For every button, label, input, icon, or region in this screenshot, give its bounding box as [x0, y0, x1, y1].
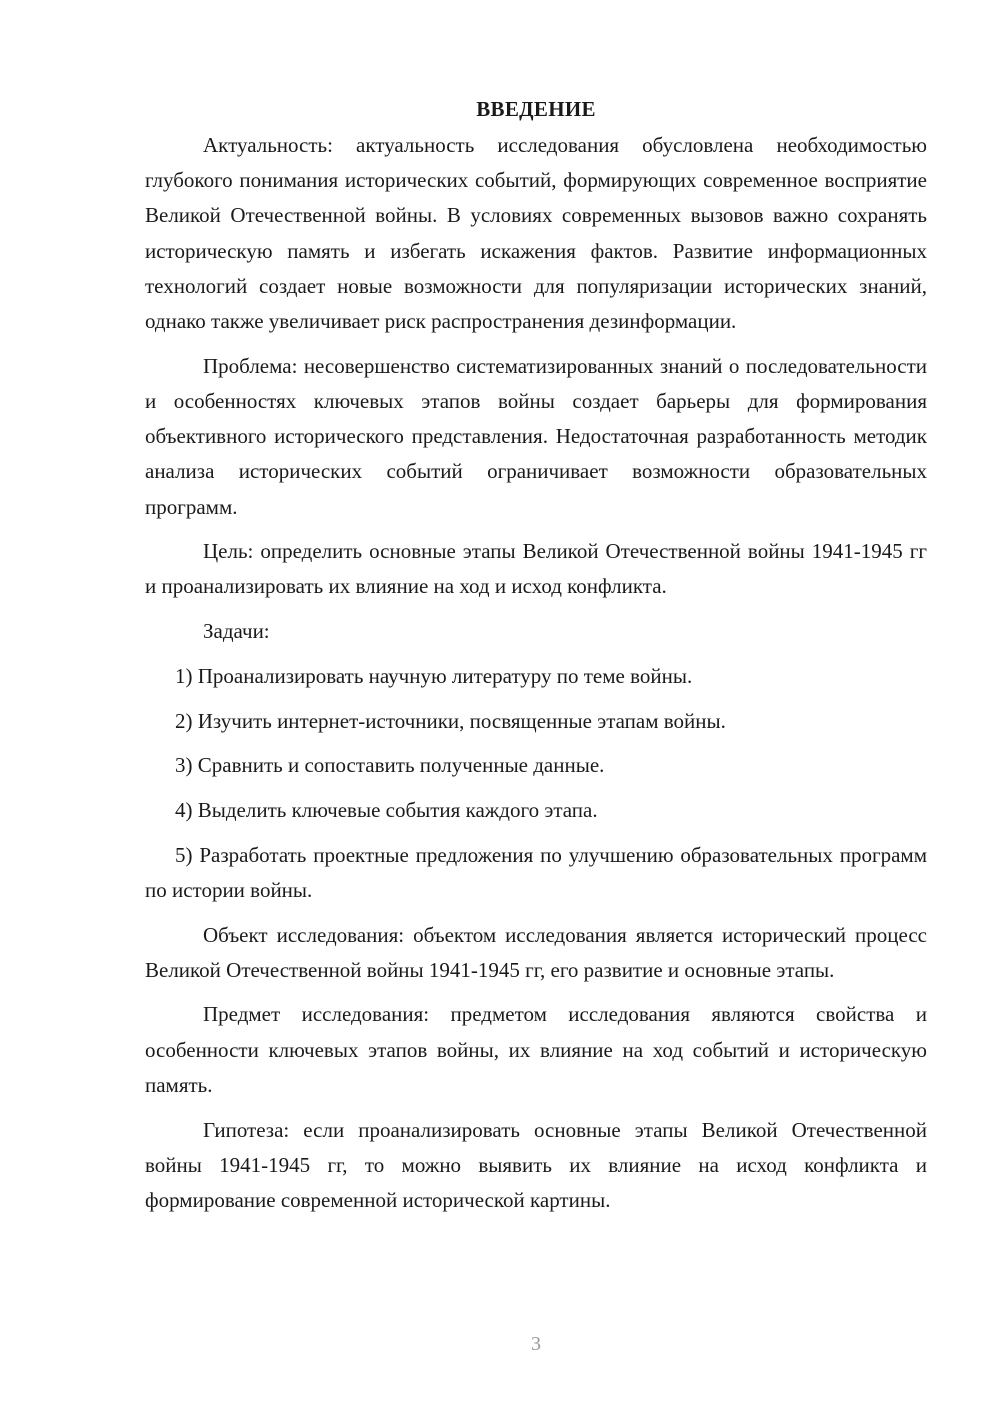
page-number: 3 [531, 1333, 541, 1355]
paragraph-subject: Предмет исследования: предметом исследования являются свойства и особенности ключевых этапов войны, их влияние на ход событий и историческую память. [145, 1002, 927, 1097]
paragraph-goal: Цель: определить основные этапы Великой Отечественной войны 1941-1945 гг и проанализировать их влияние на ход и исход конфликта. [145, 539, 927, 599]
task-item-5: 5) Разработать проектные предложения по улучшению образовательных программ по истории войны. [145, 842, 927, 902]
paragraph-problem: Проблема: несовершенство систематизированных знаний о последовательности и особенностях ключевых этапов войны создает барьеры для формирования объективного исторического представления. Недостаточная разработанность методик анализа исторических событий ограничивает возможности образовательных программ. [145, 353, 927, 519]
task-item-4: 4) Выделить ключевые события каждого этапа. [175, 797, 598, 822]
paragraph-hypothesis: Гипотеза: если проанализировать основные этапы Великой Отечественной войны 1941-1945 гг, то можно выявить их влияние на исход конфликта и формирование современной исторической картины. [145, 1117, 927, 1212]
paragraph-object: Объект исследования: объектом исследования является исторический процесс Великой Отечественной войны 1941-1945 гг, его развитие и основные этапы. [145, 922, 927, 982]
task-item-1: 1) Проанализировать научную литературу по теме войны. [175, 663, 693, 688]
paragraph-tasks-heading: Задачи: [203, 619, 270, 644]
paragraph-relevance: Актуальность: актуальность исследования обусловлена необходимостью глубокого понимания исторических событий, формирующих современное восприятие Великой Отечественной войны. В условиях современных вызовов важно сохранять историческую память и избегать искажения фактов. Развитие информационных технологий создает новые возможности для популяризации исторических знаний, однако также увеличивает риск распространения дезинформации. [145, 133, 927, 334]
task-item-3: 3) Сравнить и сопоставить полученные данные. [175, 753, 605, 778]
task-item-2: 2) Изучить интернет-источники, посвященные этапам войны. [175, 708, 726, 733]
page-content [145, 92, 927, 1228]
section-title: ВВЕДЕНИЕ [476, 97, 596, 121]
